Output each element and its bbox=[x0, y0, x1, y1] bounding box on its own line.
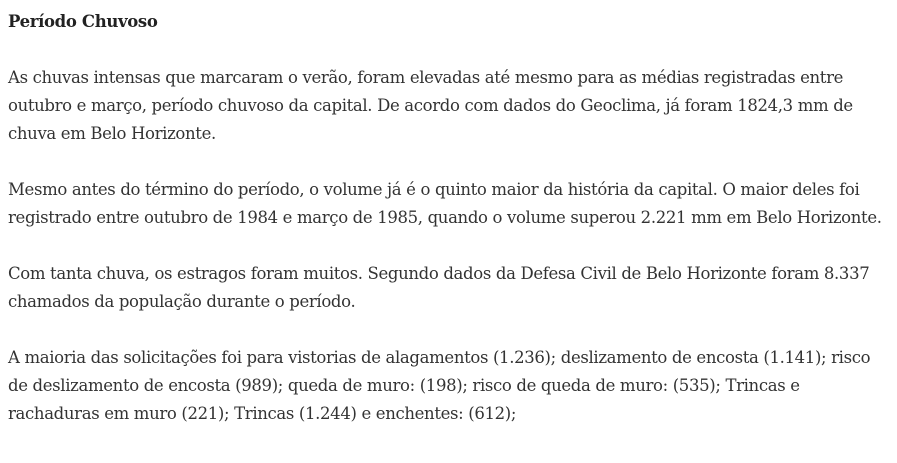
section-heading: Período Chuvoso bbox=[8, 12, 158, 31]
paragraph-requests-breakdown: A maioria das solicitações foi para vistorias de alagamentos (1.236); deslizamento de encosta (1.141); risco de deslizamento de encosta (989); queda de muro: (198); risco de queda de muro: (535); Trincas e rachaduras em muro (221); Trincas (1.244) e enchentes: (612); bbox=[8, 348, 871, 423]
paragraph-civil-defense-calls: Com tanta chuva, os estragos foram muitos. Segundo dados da Defesa Civil de Belo Horizonte foram 8.337 chamados da população durante o período. bbox=[8, 264, 870, 311]
article-body bbox=[8, 8, 888, 456]
paragraph-rainy-season: As chuvas intensas que marcaram o verão, foram elevadas até mesmo para as médias registradas entre outubro e março, período chuvoso da capital. De acordo com dados do Geoclima, já foram 1824,3 mm de chuva em Belo Horizonte. bbox=[8, 68, 853, 143]
paragraph-record-volume: Mesmo antes do término do período, o volume já é o quinto maior da história da capital. O maior deles foi registrado entre outubro de 1984 e março de 1985, quando o volume superou 2.221 mm em Belo Horizonte. bbox=[8, 180, 882, 227]
